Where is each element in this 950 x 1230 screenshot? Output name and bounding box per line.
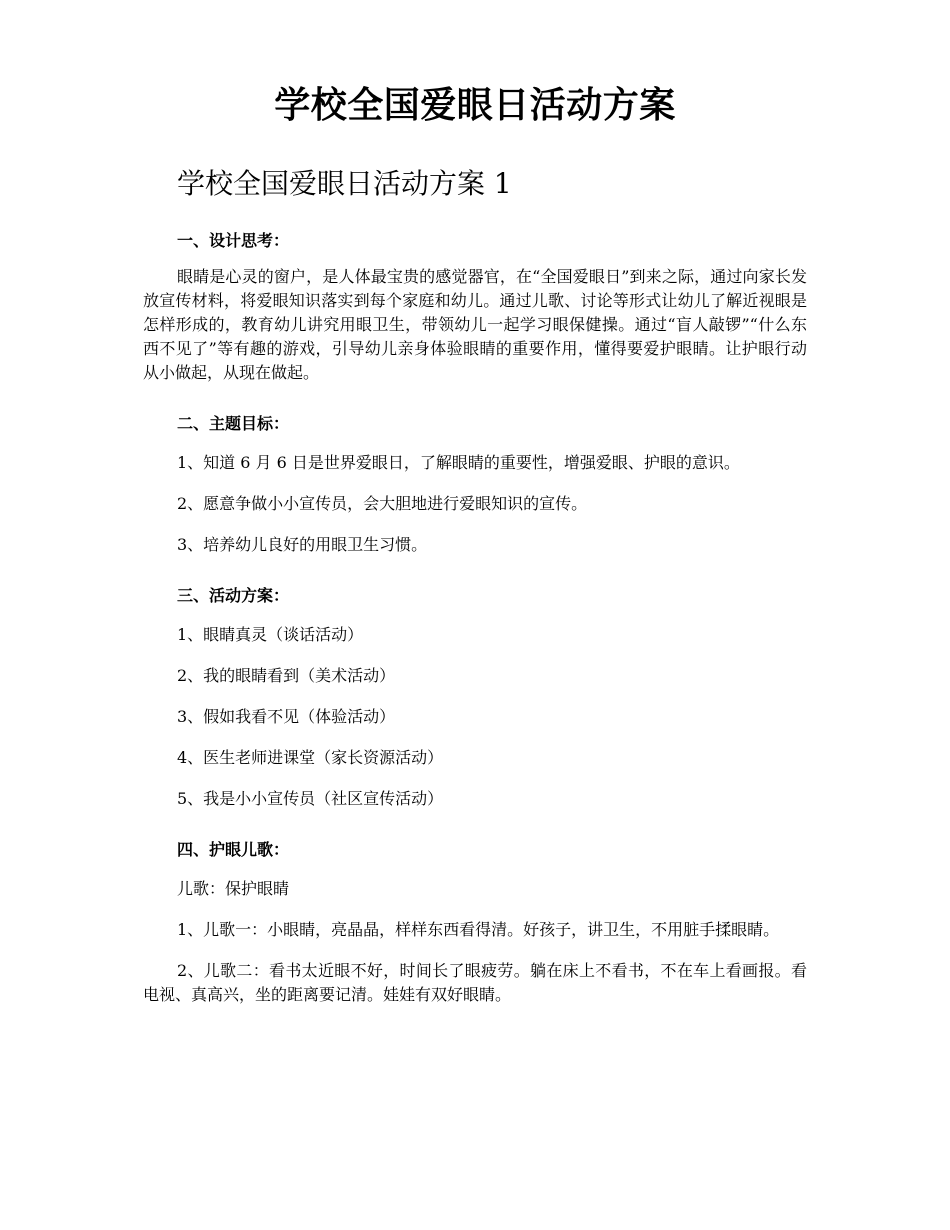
goal-item: 2、愿意争做小小宣传员，会大胆地进行爱眼知识的宣传。 (177, 494, 588, 513)
section-heading-theme-goals: 二、主题目标： (177, 414, 290, 433)
song-title: 儿歌：保护眼睛 (177, 879, 290, 898)
activity-item: 3、假如我看不见（体验活动） (177, 707, 396, 726)
section-heading-eye-care-songs: 四、护眼儿歌： (177, 840, 290, 859)
song-item: 1、儿歌一：小眼睛，亮晶晶，样样东西看得清。好孩子，讲卫生，不用脏手揉眼睛。 (177, 920, 780, 939)
section-heading-design-thinking: 一、设计思考： (177, 231, 290, 250)
document-title: 学校全国爱眼日活动方案 (274, 84, 676, 126)
paragraph-design-thinking: 眼睛是心灵的窗户，是人体最宝贵的感觉器官，在“全国爱眼日”到来之际，通过向家长发放宣传材料，将爱眼知识落实到每个家庭和幼儿。通过儿歌、讨论等形式让幼儿了解近视眼是怎样形成的，教育幼儿讲究用眼卫生，带领幼儿一起学习眼保健操。通过“盲人敲锣”“什么东西不见了”等有趣的游戏，引导幼儿亲身体验眼睛的重要作用，懂得要爱护眼睛。让护眼行动从小做起，从现在做起。 (143, 267, 807, 382)
song-item: 2、儿歌二：看书太近眼不好，时间长了眼疲劳。躺在床上不看书，不在车上看画报。看电视、真高兴，坐的距离要记清。娃娃有双好眼睛。 (143, 961, 807, 1004)
activity-item: 4、医生老师进课堂（家长资源活动） (177, 748, 444, 767)
goal-item: 3、培养幼儿良好的用眼卫生习惯。 (177, 535, 428, 554)
goal-item: 1、知道 6 月 6 日是世界爱眼日，了解眼睛的重要性，增强爱眼、护眼的意识。 (177, 453, 740, 472)
activity-item: 1、眼睛真灵（谈话活动） (177, 625, 364, 644)
activity-item: 2、我的眼睛看到（美术活动） (177, 666, 396, 685)
activity-item: 5、我是小小宣传员（社区宣传活动） (177, 789, 444, 808)
section-heading-activity-plan: 三、活动方案： (177, 586, 290, 605)
document-body (143, 166, 807, 1007)
section-title: 学校全国爱眼日活动方案 1 (177, 167, 512, 200)
